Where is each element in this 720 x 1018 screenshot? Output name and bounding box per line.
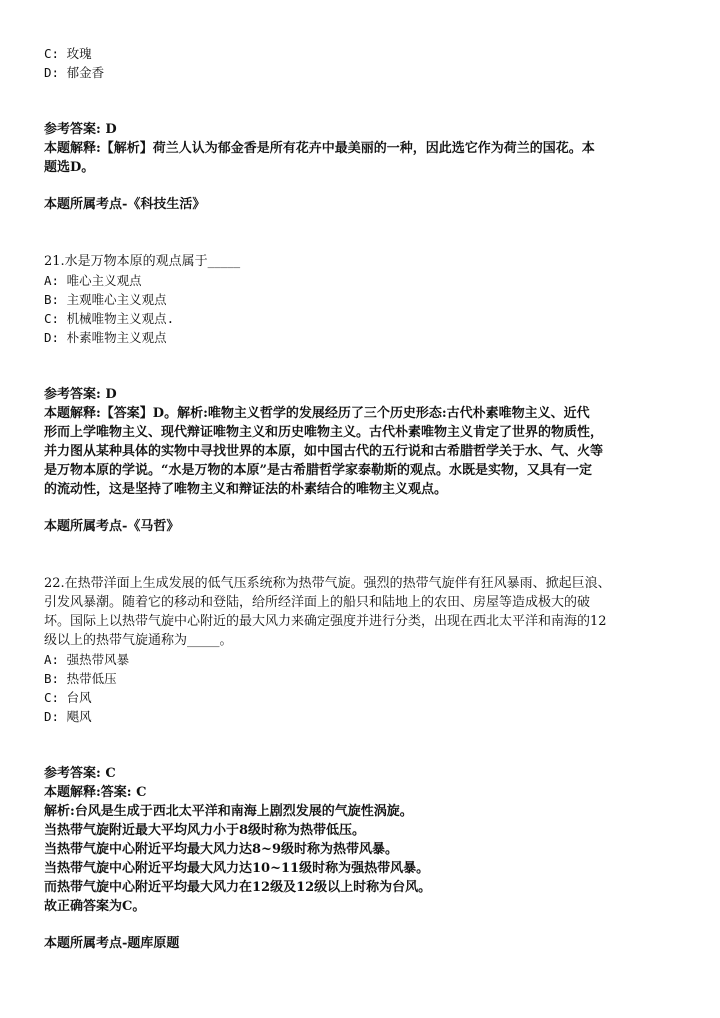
answer-line: 参考答案: C	[44, 766, 116, 781]
explanation-line: 当热带气旋中心附近平均最大风力达10~11级时称为强热带风暴。	[44, 861, 430, 876]
explanation-line: 本题解释:【答案】D。解析:唯物主义哲学的发展经历了三个历史形态:古代朴素唯物主义、近代	[44, 406, 590, 421]
answer-line: 参考答案: D	[44, 387, 117, 402]
explanation-line: 而热带气旋中心附近平均最大风力在12级及12级以上时称为台风。	[44, 880, 432, 895]
option-b: B: 主观唯心主义观点	[44, 292, 167, 307]
explanation-line: 的流动性，这是坚持了唯物主义和辩证法的朴素结合的唯物主义观点。	[44, 482, 448, 497]
question-stem: 21.水是万物本原的观点属于_____	[44, 254, 241, 269]
option-b: B: 热带低压	[44, 671, 117, 686]
explanation-line: 故正确答案为C。	[44, 899, 146, 914]
option-a: A: 强热带风暴	[44, 652, 130, 667]
explanation-line: 当热带气旋中心附近平均最大风力达8~9级时称为热带风暴。	[44, 842, 398, 857]
explanation-line: 本题解释:【解析】荷兰人认为郁金香是所有花卉中最美丽的一种，因此选它作为荷兰的国花。本	[44, 141, 595, 156]
option-d: D: 朴素唯物主义观点	[44, 330, 167, 345]
question-stem: 引发风暴潮。随着它的移动和登陆，给所经洋面上的船只和陆地上的农田、房屋等造成极大的破	[44, 595, 591, 610]
question-stem: 坏。国际上以热带气旋中心附近的最大风力来确定强度并进行分类，出现在西北太平洋和南海的12	[44, 614, 607, 629]
explanation-line: 当热带气旋附近最大平均风力小于8级时称为热带低压。	[44, 823, 366, 838]
explanation-line: 解析:台风是生成于西北太平洋和南海上剧烈发展的气旋性涡旋。	[44, 804, 413, 819]
topic-line: 本题所属考点-《科技生活》	[44, 197, 206, 212]
explanation-line: 形而上学唯物主义、现代辩证唯物主义和历史唯物主义。古代朴素唯物主义肯定了世界的物质性，	[44, 425, 604, 440]
option-c: C: 机械唯物主义观点.	[44, 311, 175, 326]
question-stem: 22.在热带洋面上生成发展的低气压系统称为热带气旋。强烈的热带气旋伴有狂风暴雨、掀起巨浪、	[44, 576, 611, 591]
explanation-line: 题选D。	[44, 160, 95, 175]
explanation-line: 是万物本原的学说。“水是万物的本原”是古希腊哲学家泰勒斯的观点。水既是实物，又具有一定	[44, 463, 592, 478]
topic-line: 本题所属考点-题库原题	[44, 936, 180, 951]
option-c: C: 玫瑰	[44, 46, 92, 61]
explanation-line: 本题解释:答案: C	[44, 785, 147, 800]
question-stem: 级以上的热带气旋通称为_____。	[44, 633, 233, 648]
option-c: C: 台风	[44, 690, 92, 705]
option-a: A: 唯心主义观点	[44, 273, 142, 288]
option-d: D: 郁金香	[44, 65, 105, 80]
answer-line: 参考答案: D	[44, 122, 117, 137]
topic-line: 本题所属考点-《马哲》	[44, 519, 180, 534]
explanation-line: 并力图从某种具体的实物中寻找世界的本原，如中国古代的五行说和古希腊哲学关于水、气、火等	[44, 444, 604, 459]
option-d: D: 飓风	[44, 709, 92, 724]
